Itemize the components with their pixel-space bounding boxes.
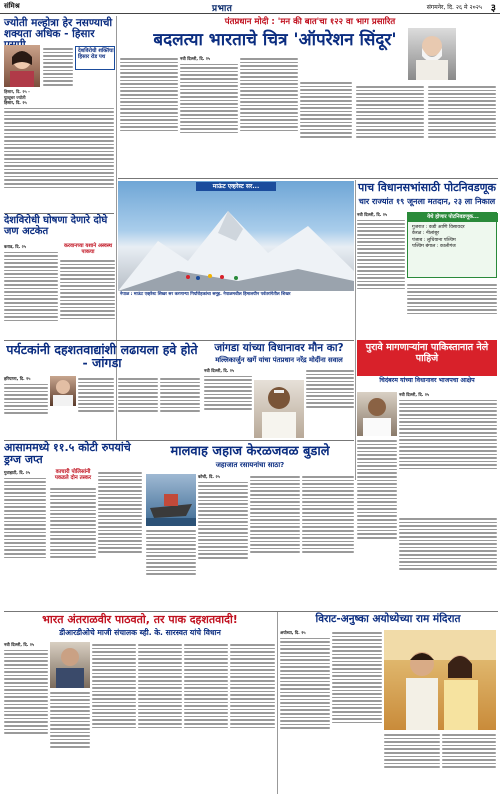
divider	[4, 340, 354, 341]
everest-label: माऊंट एव्हरेस्ट सर...	[196, 182, 276, 191]
body-jyoti-b	[4, 100, 114, 212]
body-assam-b	[50, 486, 96, 610]
body-mann-f	[428, 84, 496, 176]
body-desh-a	[4, 244, 58, 342]
photo-modi	[408, 28, 456, 80]
dateline-bharat: नवी दिल्ली, दि. २५	[4, 642, 35, 647]
headline-assam: आसाममध्ये ११.५ कोटी रुपयांचे ड्रग्ज जप्त	[4, 441, 131, 466]
headline-paryatak: पर्यटकांनी दहशतवाद्यांशी लढायला हवे होते - जांगडा	[6, 342, 198, 371]
body-pach-b	[407, 282, 497, 336]
portrait-icon	[4, 45, 40, 87]
dateline-jangda: नवी दिल्ली, दि. २५	[204, 368, 235, 373]
newspaper-logo: प्रभात	[212, 4, 233, 14]
body-bharat-d	[138, 642, 182, 792]
body-bharat-e	[184, 642, 228, 792]
sub-jangda: मल्लिकार्जुन खर्गे यांचा पंतप्रधान नरेंद्र मोदींना सवाल	[215, 356, 343, 364]
headline-virat: विराट-अनुष्का अयोध्येच्या राम मंदिरात	[315, 613, 461, 625]
body-paryatak-c	[118, 376, 158, 436]
body-bharat-f	[230, 642, 275, 792]
headline-malwah: मालवाह जहाज केरळजवळ बुडाले	[170, 444, 330, 459]
headline-desh: देशविरोधी घोषणा देणारे दोघे जण अटकेत	[4, 215, 108, 237]
photo-everest	[118, 181, 354, 291]
body-malwah-d	[302, 474, 354, 610]
headline-pach: पाच विधानसभांसाठी पोटनिवडणूक	[358, 181, 496, 194]
body-bharat-a	[4, 642, 48, 792]
photo-virat-anushka	[384, 630, 496, 730]
dateline-pach: नवी दिल्ली, दि. २५	[357, 212, 388, 217]
portrait-icon	[254, 380, 304, 438]
list-item: केरळ : नीलांबूर	[412, 231, 440, 237]
divider	[4, 611, 498, 612]
sub-pak: चिदंबरम यांच्या विधानावर भाजपचा आक्षेप	[379, 377, 475, 384]
sub-malwah: जहाजात रसायनांचा साठा?	[215, 461, 285, 469]
column-rule	[116, 16, 117, 441]
sub-pach: चार राज्यांत १९ जूनला मतदान, २३ ला निकाल	[358, 197, 496, 206]
body-paryatak-d	[160, 376, 200, 436]
portrait-icon	[384, 630, 496, 730]
portrait-icon	[408, 28, 456, 80]
ship-icon	[146, 474, 196, 526]
body-malwah-a	[198, 474, 248, 610]
body-pach-a	[357, 212, 405, 332]
section-name: संमिश्र	[4, 2, 20, 10]
kicker-mann: पंतप्रधान मोदी : 'मन की बात'चा १२२ वा भाग प्रसारित	[224, 17, 396, 27]
photo-saraswat	[50, 642, 90, 688]
body-malwah-c	[250, 474, 300, 610]
list-item: पश्चिम बंगाल : कालीगंज	[412, 244, 456, 250]
dateline-assam: गुवाहाटी, दि. २५	[4, 470, 31, 475]
body-malwah-b	[146, 528, 196, 610]
portrait-icon	[357, 392, 397, 436]
body-bharat-b	[50, 690, 90, 792]
headline-jangda: जांगडा यांच्या विधानावर मौन का?	[214, 342, 344, 354]
photo-caption-everest: नेपाळ : माऊंट एव्हरेस्ट शिखर सर करणाऱ्या गिर्यारोहकांचा समूह. नेपाळमधील हिमालयीन पर्वतरांगेतील शिखर	[120, 292, 291, 297]
dateline-mann: नवी दिल्ली, दि. २५	[180, 56, 211, 61]
sub-desh: करवानच्या यशाने अस्वस्थ पाकचा	[63, 243, 113, 255]
body-jyoti-a	[43, 46, 73, 98]
dateline-desh: कराड, दि. २५	[4, 244, 27, 249]
list-pach	[412, 225, 496, 251]
body-mann-c	[240, 56, 298, 176]
sub-assam: काचारी पोलिसांनी पकडले दोन तस्कर	[54, 469, 92, 481]
list-item: पंजाब : लुधियाना पश्चिम	[412, 237, 456, 243]
headline-bharat: भारत अंतराळवीर पाठवतो, तर पाक दहशतवादी!	[42, 613, 238, 626]
mountain-icon	[118, 181, 354, 291]
photo-jyoti	[4, 45, 40, 87]
portrait-icon	[50, 642, 90, 688]
issue-date: संगमनेर, दि. २६ मे २०२५	[426, 4, 482, 11]
body-pak-b	[357, 438, 397, 610]
column-rule	[355, 180, 356, 480]
dateline-virat: अयोध्या, दि. २५	[280, 630, 306, 635]
body-jangda-a	[204, 368, 252, 438]
body-mann-d	[300, 80, 352, 176]
photo-chidambaram	[357, 392, 397, 436]
body-assam-a	[4, 470, 46, 610]
box-title-pak: पुरावे मागणाऱ्यांना पाकिस्तानात नेले पाहिजे	[357, 340, 497, 376]
dateline-malwah: कोची, दि. २५	[198, 474, 220, 479]
body-virat-b	[332, 630, 382, 792]
body-virat-a	[280, 630, 330, 792]
sidebar-jyoti	[75, 46, 115, 70]
box-pach	[407, 212, 497, 278]
body-virat-c	[384, 732, 440, 792]
photo-ship	[146, 474, 196, 526]
divider	[118, 178, 498, 179]
dateline-pak: नवी दिल्ली, दि. २५	[399, 392, 430, 397]
body-mann-e	[356, 84, 424, 176]
portrait-icon	[50, 376, 76, 406]
box-title-pach: येथे होणार पोटनिवडणूक...	[408, 213, 498, 222]
list-item: गुजरात : कडी आणि विसावदर	[412, 225, 465, 230]
column-rule	[277, 612, 278, 794]
body-pak-c	[399, 516, 497, 610]
photo-caption-jyoti: हिसार, दि. २५ - युट्यूबर ज्योती	[4, 89, 30, 100]
body-pak-a	[399, 392, 497, 512]
body-paryatak-b	[78, 376, 114, 436]
divider	[4, 213, 114, 214]
body-mann-b	[180, 56, 238, 176]
headline-mann: बदलत्या भारताचे चित्र 'ऑपरेशन सिंदूर'	[153, 30, 397, 50]
dateline-paryatak: हरियाणा, दि. २५	[4, 376, 31, 381]
sidebar-title-jyoti: देशविरोधी शक्तिंचा हिसार रोड पथ	[78, 48, 114, 60]
body-paryatak-a	[4, 376, 48, 436]
body-mann-a	[120, 56, 178, 176]
photo-kharge	[254, 380, 304, 438]
body-virat-d	[442, 732, 496, 792]
dateline-jyoti: हिसार, दि. २५	[4, 100, 27, 105]
page-header	[0, 0, 500, 14]
page-number: ३	[490, 3, 496, 14]
body-jangda-b	[306, 368, 354, 438]
headline-jyoti: ज्योती मल्होत्रा हेर नसण्याची शक्यता अधिक - हिसार	[4, 17, 113, 41]
body-desh-b	[60, 258, 115, 342]
sub-bharat: डीआरडीओचे माजी संचालक ब्ही. के. सारस्वत यांचे विधान	[59, 628, 221, 637]
body-assam-c	[98, 470, 142, 610]
photo-jangda	[50, 376, 76, 406]
body-bharat-c	[92, 642, 136, 792]
